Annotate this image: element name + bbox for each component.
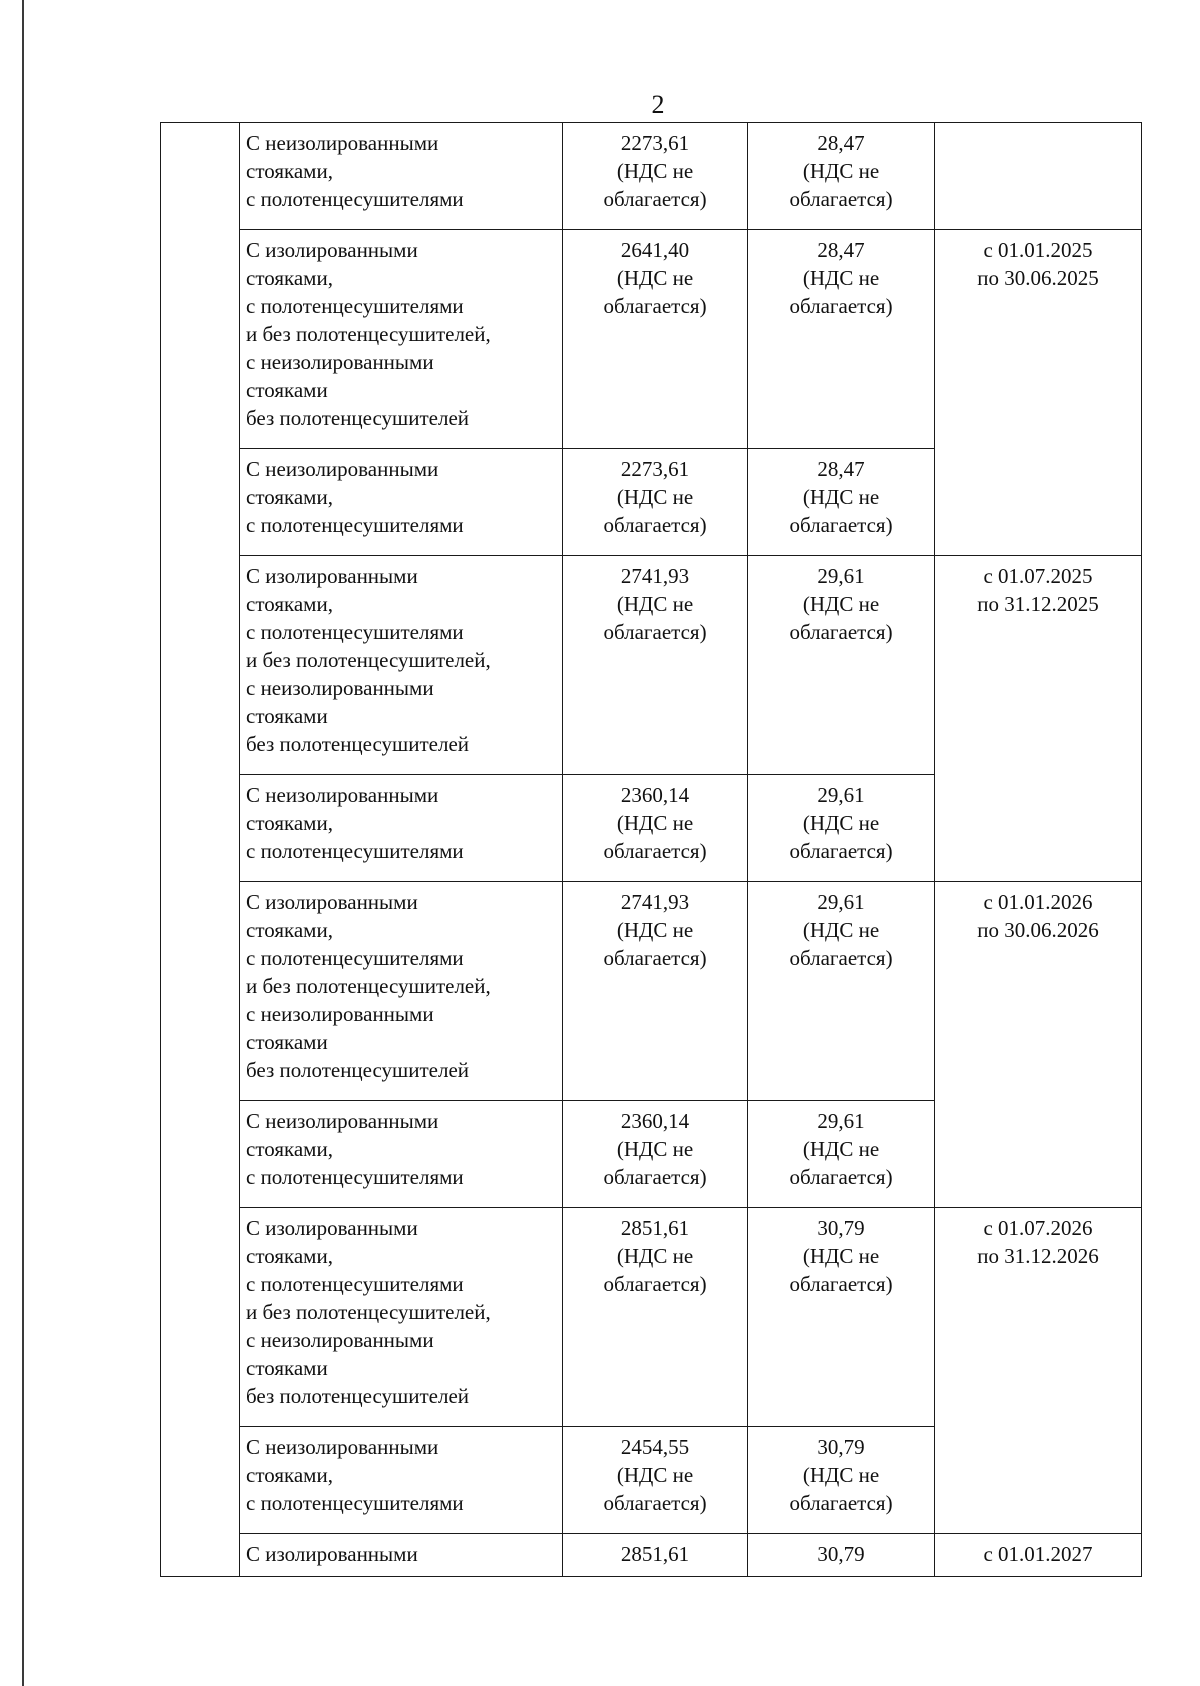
water-tariff-value: 28,47 (817, 238, 865, 262)
table-row (161, 1534, 1142, 1577)
riser-description: С изолированными стояками, с полотенцесушителями и без полотенцесушителей, с неизолированными стояками без полотенцесушителей (240, 556, 563, 775)
period-label: с 01.01.2027 (983, 1542, 1093, 1566)
water-tariff-value: 28,47 (817, 131, 865, 155)
vat-note: (НДС не облагается) (603, 1463, 707, 1515)
water-tariff-value: 29,61 (817, 890, 865, 914)
water-tariff-value: 29,61 (817, 1109, 865, 1133)
riser-description: С неизолированными стояками, с полотенцесушителями (240, 123, 563, 230)
vat-note: (НДС не облагается) (789, 811, 893, 863)
heat-tariff-value: 2273,61 (620, 457, 690, 481)
heat-tariff-cell (563, 1101, 748, 1208)
tariff-table (160, 122, 1142, 1577)
vat-note: (НДС не облагается) (603, 1137, 707, 1189)
heat-tariff-value: 2851,61 (620, 1216, 690, 1240)
water-tariff-value: 29,61 (817, 783, 865, 807)
vat-note: (НДС не облагается) (789, 1137, 893, 1189)
period-label: с 01.01.2025 по 30.06.2025 (977, 238, 1099, 290)
vat-note: (НДС не облагается) (789, 159, 893, 211)
vat-note: (НДС не облагается) (789, 592, 893, 644)
heat-tariff-value: 2360,14 (620, 1109, 690, 1133)
vat-note: (НДС не облагается) (603, 811, 707, 863)
vat-note: (НДС не облагается) (603, 1244, 707, 1296)
period-label: с 01.07.2026 по 31.12.2026 (977, 1216, 1099, 1268)
water-tariff-cell (748, 230, 935, 449)
empty-left-column (161, 123, 240, 1577)
water-tariff-cell (748, 1534, 935, 1577)
heat-tariff-cell (563, 556, 748, 775)
vat-note: (НДС не облагается) (603, 159, 707, 211)
riser-description: С изолированными стояками, с полотенцесушителями и без полотенцесушителей, с неизолированными стояками без полотенцесушителей (240, 230, 563, 449)
riser-description: С неизолированными стояками, с полотенцесушителями (240, 1427, 563, 1534)
heat-tariff-value: 2273,61 (620, 131, 690, 155)
water-tariff-value: 29,61 (817, 564, 865, 588)
scan-edge-line (22, 0, 24, 1686)
water-tariff-cell (748, 449, 935, 556)
riser-description: С неизолированными стояками, с полотенцесушителями (240, 449, 563, 556)
heat-tariff-cell (563, 1534, 748, 1577)
heat-tariff-cell (563, 1427, 748, 1534)
period-cell (935, 230, 1142, 556)
heat-tariff-cell (563, 1208, 748, 1427)
heat-tariff-value: 2641,40 (620, 238, 690, 262)
water-tariff-cell (748, 1208, 935, 1427)
water-tariff-cell (748, 1427, 935, 1534)
water-tariff-cell (748, 123, 935, 230)
vat-note: (НДС не облагается) (789, 1244, 893, 1296)
period-cell (935, 1208, 1142, 1534)
heat-tariff-value: 2454,55 (620, 1435, 690, 1459)
heat-tariff-value: 2741,93 (620, 890, 690, 914)
water-tariff-cell (748, 775, 935, 882)
heat-tariff-cell (563, 882, 748, 1101)
vat-note: (НДС не облагается) (789, 266, 893, 318)
table-row (161, 1208, 1142, 1427)
heat-tariff-cell (563, 230, 748, 449)
table-row (161, 230, 1142, 449)
riser-description: С неизолированными стояками, с полотенцесушителями (240, 775, 563, 882)
heat-tariff-cell (563, 449, 748, 556)
table-row (161, 882, 1142, 1101)
riser-description: С неизолированными стояками, с полотенцесушителями (240, 1101, 563, 1208)
vat-note: (НДС не облагается) (789, 918, 893, 970)
heat-tariff-cell (563, 775, 748, 882)
water-tariff-value: 30,79 (817, 1216, 865, 1240)
period-cell (935, 882, 1142, 1208)
heat-tariff-value: 2741,93 (620, 564, 690, 588)
vat-note: (НДС не облагается) (789, 485, 893, 537)
page-number: 2 (651, 90, 665, 119)
period-cell (935, 1534, 1142, 1577)
vat-note: (НДС не облагается) (789, 1463, 893, 1515)
water-tariff-cell (748, 556, 935, 775)
water-tariff-value: 28,47 (817, 457, 865, 481)
vat-note: (НДС не облагается) (603, 918, 707, 970)
heat-tariff-value: 2851,61 (620, 1542, 690, 1566)
water-tariff-cell (748, 882, 935, 1101)
riser-description: С изолированными (240, 1534, 563, 1577)
water-tariff-cell (748, 1101, 935, 1208)
heat-tariff-cell (563, 123, 748, 230)
vat-note: (НДС не облагается) (603, 485, 707, 537)
period-cell (935, 556, 1142, 882)
table-row (161, 556, 1142, 775)
table-row (161, 123, 1142, 230)
period-cell (935, 123, 1142, 230)
riser-description: С изолированными стояками, с полотенцесушителями и без полотенцесушителей, с неизолированными стояками без полотенцесушителей (240, 882, 563, 1101)
period-label: с 01.07.2025 по 31.12.2025 (977, 564, 1099, 616)
riser-description: С изолированными стояками, с полотенцесушителями и без полотенцесушителей, с неизолированными стояками без полотенцесушителей (240, 1208, 563, 1427)
vat-note: (НДС не облагается) (603, 266, 707, 318)
vat-note: (НДС не облагается) (603, 592, 707, 644)
period-label: с 01.01.2026 по 30.06.2026 (977, 890, 1099, 942)
water-tariff-value: 30,79 (817, 1435, 865, 1459)
heat-tariff-value: 2360,14 (620, 783, 690, 807)
water-tariff-value: 30,79 (817, 1542, 865, 1566)
